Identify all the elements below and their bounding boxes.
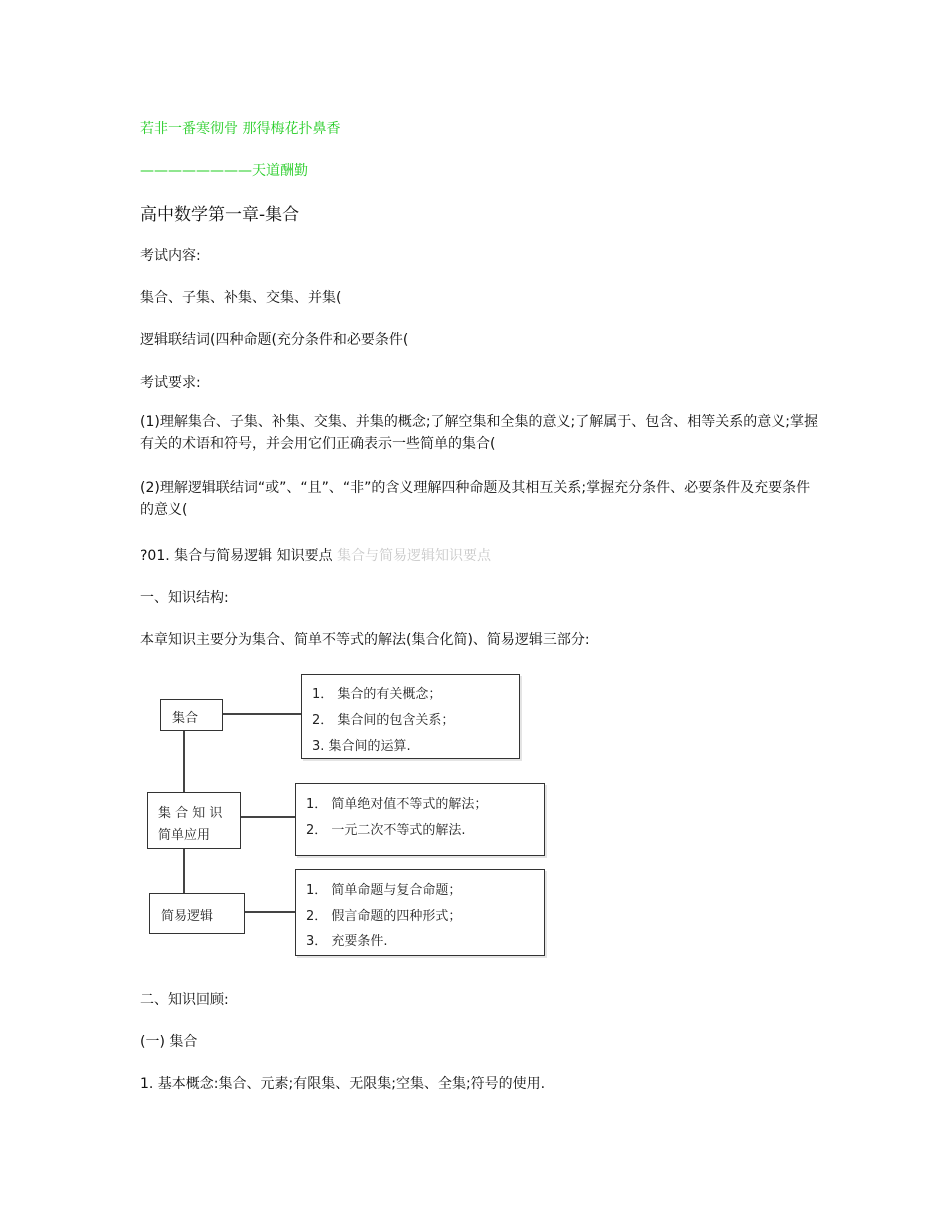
section-01-label: ?01. 集合与简易逻辑 知识要点 xyxy=(140,548,333,564)
node-sets-label: 集合 xyxy=(172,711,199,726)
group-inequalities xyxy=(295,783,545,856)
section-01-faint-label: 集合与简易逻辑知识要点 xyxy=(337,548,492,564)
exam-content-item-2: 逻辑联结词(四种命题(充分条件和必要条件( xyxy=(140,332,409,348)
connector-horizontal-1 xyxy=(222,713,302,715)
group-set-concepts xyxy=(301,674,520,759)
exam-content-item-1: 集合、子集、补集、交集、并集( xyxy=(140,290,342,306)
review-subheading: (一) 集合 xyxy=(140,1034,198,1050)
requirement-2: (2)理解逻辑联结词“或”、“且”、“非”的含义理解四种命题及其相互关系;掌握充分条件、必要条件及充要条件的意义( xyxy=(140,480,811,518)
exam-content-heading: 考试内容: xyxy=(140,248,201,264)
requirement-1: (1)理解集合、子集、补集、交集、并集的概念;了解空集和全集的意义;了解属于、包含、相等关系的意义;掌握有关的术语和符号，并会用它们正确表示一些简单的集合( xyxy=(140,414,818,452)
group-1-item-3: 3. 集合间的运算. xyxy=(312,739,411,754)
group-logic xyxy=(295,869,545,956)
exam-requirements-heading: 考试要求: xyxy=(140,375,201,391)
review-heading: 二、知识回顾: xyxy=(140,992,229,1008)
motto-line-2: ————————天道酬勤 xyxy=(140,163,308,179)
node-set-applications-line-2: 简单应用 xyxy=(158,828,211,843)
node-simple-logic xyxy=(149,893,245,934)
connector-vertical-1 xyxy=(183,730,185,792)
page-title: 高中数学第一章-集合 xyxy=(140,205,300,225)
connector-horizontal-3 xyxy=(245,911,296,913)
connector-vertical-2 xyxy=(183,848,185,893)
structure-heading: 一、知识结构: xyxy=(140,590,229,606)
structure-intro: 本章知识主要分为集合、简单不等式的解法(集合化简)、简易逻辑三部分: xyxy=(140,632,590,648)
group-2-item-2: 2． 一元二次不等式的解法. xyxy=(306,823,466,838)
node-set-applications xyxy=(147,792,241,849)
group-3-item-3: 3． 充要条件. xyxy=(306,934,388,949)
motto-line-1: 若非一番寒彻骨 那得梅花扑鼻香 xyxy=(140,121,341,137)
section-01-heading xyxy=(140,545,491,565)
review-item-1: 1. 基本概念:集合、元素;有限集、无限集;空集、全集;符号的使用. xyxy=(140,1076,546,1092)
node-sets xyxy=(160,699,223,731)
group-1-item-1: 1． 集合的有关概念； xyxy=(312,687,442,702)
group-3-item-1: 1． 简单命题与复合命题； xyxy=(306,883,462,898)
connector-horizontal-2 xyxy=(240,816,296,818)
node-simple-logic-label: 简易逻辑 xyxy=(161,909,214,924)
group-2-item-1: 1． 简单绝对值不等式的解法； xyxy=(306,797,488,812)
node-set-applications-line-1: 集 合 知 识 xyxy=(158,806,223,821)
group-1-item-2: 2． 集合间的包含关系； xyxy=(312,713,455,728)
group-3-item-2: 2． 假言命题的四种形式； xyxy=(306,909,462,924)
